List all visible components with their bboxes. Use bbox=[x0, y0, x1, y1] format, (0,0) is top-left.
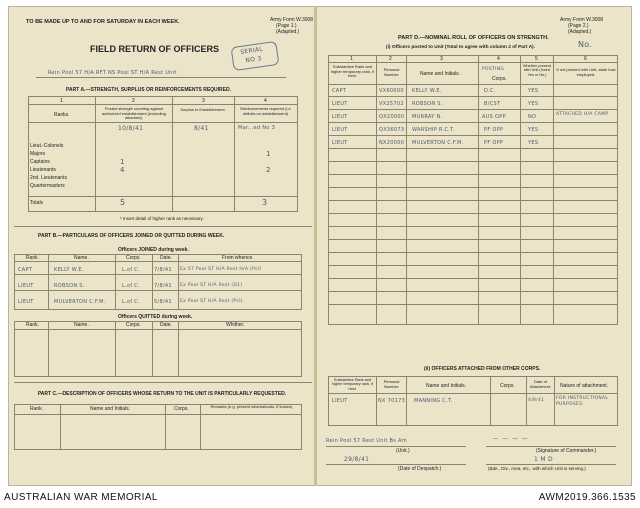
hw-a-majors-reinf: 1 bbox=[266, 150, 271, 158]
joined-title: Officers JOINED during week. bbox=[118, 247, 189, 253]
d-r3-present: NO bbox=[528, 114, 537, 120]
a-hdr-reinf: Reinforcements required (i.e. deficits on establishment). bbox=[240, 106, 292, 116]
a-row-ltcol: Lieut.-Colonels bbox=[30, 143, 64, 149]
d-r2-num: VX25702 bbox=[379, 101, 404, 107]
d-r3-employed: ATTACHED H/A CAMP bbox=[556, 112, 609, 117]
quitted-hdr-name: Name. bbox=[74, 322, 89, 328]
a-hdr-surplus: Surplus to Establishment. bbox=[180, 107, 226, 112]
joined-hdr-from: From whence. bbox=[222, 255, 254, 261]
d-hdr-name: Name and Initials. bbox=[420, 71, 461, 77]
hw-d-posting: POSTING bbox=[482, 67, 505, 72]
d-col-3: 3 bbox=[440, 56, 443, 62]
d-hdr-present: Whether present with Unit (Insert Yes or No.) bbox=[522, 64, 552, 77]
d-r5-num: NX20000 bbox=[379, 140, 405, 146]
c-hdr-remarks: Remarks (e.g. present whereabouts, if known). bbox=[210, 404, 294, 409]
signature: ~ ~ ~ ~ bbox=[492, 434, 529, 443]
form-ref-r2: (Page 2.) bbox=[568, 23, 589, 29]
quitted-hdr-rank: Rank. bbox=[26, 322, 40, 328]
form-ref-r3: (Adapted.) bbox=[568, 29, 592, 35]
joined-r2-rank: LIEUT bbox=[18, 283, 34, 289]
d-r4-present: YES bbox=[528, 127, 539, 133]
part-a-title: PART A.—STRENGTH, SURPLUS OR REINFORCEMENTS REQUIRED. bbox=[66, 87, 232, 93]
joined-hdr-name: Name. bbox=[74, 255, 89, 261]
joined-r3-date: 5/8/41 bbox=[154, 299, 172, 305]
hw-page-no: No. bbox=[578, 40, 593, 49]
joined-r1-name: KELLY W.E. bbox=[54, 267, 84, 273]
part-c-title: PART C.—DESCRIPTION OF OFFICERS WHOSE RETURN TO THE UNIT IS PARTICULARLY REQUESTED. bbox=[37, 391, 287, 397]
hw-unit-right: Rein Pool 57 Rest Unit Bs Am bbox=[326, 438, 407, 444]
hw-a-total-reinf: 3 bbox=[262, 198, 268, 207]
a-row-qm: Quartermasters bbox=[30, 183, 65, 189]
d-r2-present: YES bbox=[528, 101, 539, 107]
d-col-1: 1 bbox=[350, 56, 353, 62]
d-r1-rank: CAPT bbox=[332, 88, 347, 94]
form-ref-2: (Page 1.) bbox=[276, 23, 297, 29]
part-d-sub-ii: (ii) OFFICERS ATTACHED FROM OTHER CORPS. bbox=[424, 366, 541, 372]
d-col-5: 5 bbox=[535, 56, 538, 62]
a-col-4: 4 bbox=[264, 98, 267, 104]
d-r1-name: KELLY W.E. bbox=[412, 88, 442, 94]
joined-r1-from: Ex 57 Pool ST H/A Rest H/A (Pcl) bbox=[180, 267, 262, 272]
stamp-line-1: SERIAL bbox=[239, 45, 264, 56]
formation-label: (Bde., Div., Area, etc., with which Unit is serving.) bbox=[488, 466, 586, 471]
joined-r1-corps: L.of C. bbox=[122, 267, 140, 273]
hw-a-captains: 1 bbox=[120, 158, 125, 166]
joined-r3-rank: LIEUT bbox=[18, 299, 34, 305]
d-r3-num: QX20000 bbox=[379, 114, 405, 120]
quitted-title: Officers QUITTED during week. bbox=[118, 314, 193, 320]
part-d-title: PART D.—NOMINAL ROLL OF OFFICERS ON STRENGTH. bbox=[398, 35, 549, 41]
d-r3-rank: LIEUT bbox=[332, 114, 348, 120]
a-col-3: 3 bbox=[202, 98, 205, 104]
d-col-4: 4 bbox=[497, 56, 500, 62]
page-fold bbox=[314, 6, 317, 486]
footer-accession: AWM2019.366.1535 bbox=[538, 492, 636, 503]
d-r1-num: VX60000 bbox=[379, 88, 404, 94]
footer-collection: AUSTRALIAN WAR MEMORIAL bbox=[4, 492, 158, 503]
stamp-line-2: NO 3 bbox=[245, 55, 263, 65]
d-r4-name: WARSHIP R.C.T. bbox=[412, 127, 455, 133]
att-r1-name: MANNING C.T. bbox=[414, 398, 453, 404]
joined-hdr-date: Date. bbox=[160, 255, 172, 261]
joined-r2-corps: L.of C. bbox=[122, 283, 140, 289]
hw-a-lts-reinf: 2 bbox=[266, 166, 271, 174]
quitted-hdr-whither: Whither. bbox=[226, 322, 245, 328]
hw-a-date-3: Mar...ed No 3 bbox=[238, 125, 276, 131]
hw-a-total-posted: 5 bbox=[120, 198, 126, 207]
form-ref-1: Army Form W.3008 bbox=[270, 17, 314, 23]
hw-a-date-1: 10/8/41 bbox=[118, 125, 144, 132]
part-c-table bbox=[14, 404, 302, 450]
d-r5-present: YES bbox=[528, 140, 539, 146]
joined-r2-name: ROBSON S. bbox=[54, 283, 85, 289]
c-hdr-name: Name and Initials. bbox=[90, 406, 131, 412]
a-hdr-ranks: Ranks. bbox=[54, 112, 70, 118]
d-r3-corps: AUS OPP bbox=[482, 114, 506, 120]
d-r2-name: ROBSON S. bbox=[412, 101, 443, 107]
a-row-captains: Captains bbox=[30, 159, 50, 165]
quitted-hdr-corps: Corps. bbox=[126, 322, 141, 328]
form-title: FIELD RETURN OF OFFICERS bbox=[90, 44, 219, 54]
date-label: (Date of Despatch.) bbox=[398, 466, 442, 472]
d-hdr-number: Personal Number. bbox=[383, 67, 400, 77]
hw-a-lieutenants: 4 bbox=[120, 166, 125, 174]
att-r1-rank: LIEUT bbox=[332, 398, 348, 404]
joined-r3-from: Ex Pool ST H/A Rest (Pcl) bbox=[180, 299, 243, 304]
a-col-2: 2 bbox=[132, 98, 135, 104]
d-hdr-rank: Substantive Rank and higher temporary rank, if held. bbox=[330, 64, 375, 78]
d-hdr-corps: Corps. bbox=[492, 76, 507, 82]
d-r1-corps: D.C. bbox=[484, 88, 496, 94]
a-footnote: * Insert detail of higher rank as necessary. bbox=[120, 216, 204, 221]
a-hdr-posted: Posted strength counting against authorized establishment (excluding attached). bbox=[102, 106, 166, 120]
att-hdr-nature: Nature of attachment. bbox=[560, 383, 609, 389]
form-ref-3: (Adapted.) bbox=[276, 29, 300, 35]
att-hdr-corps: Corps. bbox=[500, 383, 515, 389]
d-r2-rank: LIEUT bbox=[332, 101, 348, 107]
joined-hdr-rank: Rank. bbox=[26, 255, 40, 261]
joined-hdr-corps: Corps. bbox=[126, 255, 141, 261]
joined-r3-name: MULVERTON C.F.M. bbox=[54, 299, 106, 305]
d-r5-name: MULVERTON C.F.M. bbox=[412, 140, 464, 146]
att-hdr-name: Name and Initials. bbox=[426, 383, 467, 389]
part-d-sub-i: (i) Officers posted to Unit (Total to agree with column 2 of Part A). bbox=[386, 45, 535, 50]
d-r5-corps: PF OPP bbox=[484, 140, 504, 146]
hw-unit-left: Rein Pool 57 H/A RFT NS Pool ST H/A Rest Unit bbox=[48, 70, 177, 76]
a-row-lieutenants: Lieutenants bbox=[30, 167, 56, 173]
d-col-2: 2 bbox=[389, 56, 392, 62]
att-hdr-date: Date of Attachment. bbox=[529, 379, 552, 389]
c-hdr-rank: Rank. bbox=[30, 406, 44, 412]
d-r1-present: YES bbox=[528, 88, 539, 94]
att-r1-nature: FOR INSTRUCTIONAL PURPOSES bbox=[556, 396, 609, 407]
d-hdr-employed: If not present with Unit, state how employed. bbox=[556, 67, 616, 77]
a-row-2ndlts: 2nd. Lieutenants bbox=[30, 175, 67, 181]
d-r2-corps: B/CST bbox=[484, 101, 501, 107]
a-col-1: 1 bbox=[60, 98, 63, 104]
att-hdr-number: Personal Number. bbox=[383, 379, 400, 389]
att-hdr-rank: Substantive Rank and higher temporary rank, if held. bbox=[331, 378, 374, 391]
d-r5-rank: LIEUT bbox=[332, 140, 348, 146]
signature-label: (Signature of Commander.) bbox=[536, 448, 597, 454]
unit-label: (Unit.) bbox=[396, 448, 410, 454]
joined-r1-date: 7/8/41 bbox=[154, 267, 172, 273]
quitted-hdr-date: Date. bbox=[160, 322, 172, 328]
joined-r2-from: Ex Pool ST H/A Rest (D1) bbox=[180, 283, 243, 288]
att-r1-num: NX 70173 bbox=[378, 398, 406, 404]
top-note: TO BE MADE UP TO AND FOR SATURDAY IN EACH WEEK. bbox=[26, 19, 180, 25]
joined-r1-rank: CAPT bbox=[18, 267, 33, 273]
hw-a-date-2: 8/41 bbox=[194, 125, 209, 132]
joined-r2-date: 7/8/41 bbox=[154, 283, 172, 289]
hw-despatch-date: 29/8/41 bbox=[344, 456, 370, 463]
att-r1-date: 4/8/41 bbox=[528, 398, 545, 403]
d-col-6: 6 bbox=[584, 56, 587, 62]
d-r4-rank: LIEUT bbox=[332, 127, 348, 133]
c-hdr-corps: Corps. bbox=[174, 406, 189, 412]
form-ref-r1: Army Form W.3008 bbox=[560, 17, 604, 23]
d-r3-name: MURRAY N. bbox=[412, 114, 443, 120]
d-r4-corps: PF OPP bbox=[484, 127, 504, 133]
hw-formation: 1 M D bbox=[534, 456, 553, 463]
a-row-majors: Majors bbox=[30, 151, 46, 157]
joined-r3-corps: L.of C. bbox=[122, 299, 140, 305]
a-totals-label: Totals bbox=[30, 200, 44, 206]
d-r4-num: QX36073 bbox=[379, 127, 405, 133]
part-b-title: PART B.—PARTICULARS OF OFFICERS JOINED OR QUITTED DURING WEEK. bbox=[38, 233, 225, 239]
